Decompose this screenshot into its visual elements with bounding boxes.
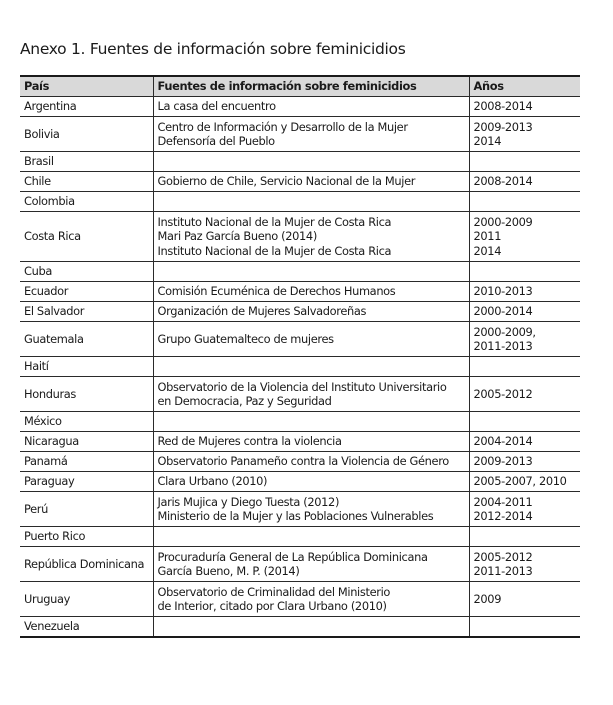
country-cell: México: [20, 412, 153, 432]
country-cell: Argentina: [20, 97, 153, 117]
source-line: Instituto Nacional de la Mujer de Costa Rica: [157, 243, 392, 258]
years-cell: [469, 582, 580, 617]
years-cell: [469, 617, 580, 638]
year-line: 2005-2012: [473, 386, 533, 401]
years-cell: [469, 152, 580, 172]
sources-cell: [153, 357, 469, 377]
source-line: Gobierno de Chile, Servicio Nacional de la Mujer: [157, 174, 416, 189]
years-cell: [469, 377, 580, 412]
country-cell: Haití: [20, 357, 153, 377]
sources-cell: [153, 582, 469, 617]
year-line: 2014: [473, 134, 502, 148]
country-cell: Brasil: [20, 152, 153, 172]
country-cell: Bolivia: [20, 117, 153, 152]
sources-cell: [153, 302, 469, 322]
header-years: Años: [469, 76, 580, 97]
years-cell: [469, 282, 580, 302]
years-cell: [469, 322, 580, 357]
source-line: Comisión Ecuménica de Derechos Humanos: [157, 284, 396, 299]
table-row: [20, 262, 580, 282]
table-header: [20, 76, 580, 97]
sources-cell: [153, 547, 469, 582]
source-line: Red de Mujeres contra la violencia: [157, 434, 342, 449]
table-row: [20, 172, 580, 192]
source-line: Ministerio de la Mujer y las Poblaciones Vulnerables: [157, 509, 434, 523]
year-line: 2008-2014: [473, 174, 533, 189]
table-row: [20, 432, 580, 452]
sources-cell: [153, 452, 469, 472]
country-cell: Venezuela: [20, 617, 153, 638]
source-line: Observatorio de Criminalidad del Ministerio: [157, 584, 391, 599]
year-line: 2004-2011: [473, 494, 533, 509]
sources-table: [20, 75, 580, 638]
year-line: 2000-2009,: [473, 324, 536, 339]
table-row: [20, 377, 580, 412]
country-cell: Perú: [20, 492, 153, 527]
header-country: País: [20, 76, 153, 97]
table-row: [20, 492, 580, 527]
table-row: [20, 527, 580, 547]
header-row: [20, 76, 580, 97]
source-line: Procuraduría General de La República Dominicana: [157, 549, 428, 564]
sources-cell: [153, 492, 469, 527]
sources-cell: [153, 617, 469, 638]
sources-cell: [153, 192, 469, 212]
year-line: 2004-2014: [473, 434, 533, 449]
years-cell: [469, 527, 580, 547]
source-line: de Interior, citado por Clara Urbano (2010): [157, 599, 387, 613]
header-sources: Fuentes de información sobre feminicidios: [153, 76, 469, 97]
source-line: Defensoría del Pueblo: [157, 134, 275, 148]
source-line: Grupo Guatemalteco de mujeres: [157, 331, 334, 346]
country-cell: Nicaragua: [20, 432, 153, 452]
year-line: 2009-2013: [473, 119, 533, 134]
table-row: [20, 547, 580, 582]
source-line: Observatorio de la Violencia del Instituto Universitario: [157, 379, 447, 394]
years-cell: [469, 117, 580, 152]
country-cell: Cuba: [20, 262, 153, 282]
source-line: Clara Urbano (2010): [157, 474, 268, 489]
source-line: Mari Paz García Bueno (2014): [157, 229, 317, 244]
year-line: 2000-2014: [473, 304, 533, 319]
years-cell: [469, 302, 580, 322]
country-cell: Ecuador: [20, 282, 153, 302]
country-cell: Puerto Rico: [20, 527, 153, 547]
year-line: 2011-2013: [473, 564, 533, 578]
year-line: 2009-2013: [473, 454, 533, 469]
source-line: Jaris Mujica y Diego Tuesta (2012): [157, 494, 340, 509]
table-row: [20, 152, 580, 172]
table-row: [20, 357, 580, 377]
year-line: 2011-2013: [473, 339, 533, 353]
table-row: [20, 117, 580, 152]
table-row: [20, 322, 580, 357]
years-cell: [469, 472, 580, 492]
source-line: en Democracia, Paz y Seguridad: [157, 394, 332, 408]
country-cell: El Salvador: [20, 302, 153, 322]
country-cell: Panamá: [20, 452, 153, 472]
table-row: [20, 617, 580, 638]
source-line: Centro de Información y Desarrollo de la Mujer: [157, 119, 408, 134]
table-row: [20, 282, 580, 302]
table-row: [20, 452, 580, 472]
sources-cell: [153, 472, 469, 492]
source-line: Instituto Nacional de la Mujer de Costa Rica: [157, 214, 392, 229]
table-row: [20, 472, 580, 492]
country-cell: República Dominicana: [20, 547, 153, 582]
years-cell: [469, 357, 580, 377]
year-line: 2008-2014: [473, 99, 533, 114]
sources-cell: [153, 117, 469, 152]
sources-cell: [153, 282, 469, 302]
source-line: Observatorio Panameño contra la Violencia de Género: [157, 454, 449, 469]
table-row: [20, 212, 580, 262]
year-line: 2011: [473, 229, 502, 244]
years-cell: [469, 192, 580, 212]
year-line: 2014: [473, 243, 502, 258]
table-row: [20, 302, 580, 322]
source-line: Organización de Mujeres Salvadoreñas: [157, 304, 367, 319]
sources-cell: [153, 527, 469, 547]
years-cell: [469, 492, 580, 527]
years-cell: [469, 547, 580, 582]
sources-cell: [153, 377, 469, 412]
table-row: [20, 192, 580, 212]
source-line: García Bueno, M. P. (2014): [157, 564, 300, 578]
year-line: 2009: [473, 591, 502, 606]
table-row: [20, 412, 580, 432]
year-line: 2010-2013: [473, 284, 533, 299]
country-cell: Uruguay: [20, 582, 153, 617]
year-line: 2012-2014: [473, 509, 533, 523]
years-cell: [469, 412, 580, 432]
country-cell: Colombia: [20, 192, 153, 212]
page-title: Anexo 1. Fuentes de información sobre feminicidios: [20, 40, 406, 58]
country-cell: Paraguay: [20, 472, 153, 492]
sources-cell: [153, 152, 469, 172]
country-cell: Costa Rica: [20, 212, 153, 262]
table-body: [20, 97, 580, 638]
year-line: 2005-2012: [473, 549, 533, 564]
years-cell: [469, 212, 580, 262]
years-cell: [469, 262, 580, 282]
years-cell: [469, 172, 580, 192]
sources-cell: [153, 97, 469, 117]
year-line: 2000-2009: [473, 214, 533, 229]
years-cell: [469, 432, 580, 452]
source-line: La casa del encuentro: [157, 99, 276, 114]
sources-cell: [153, 322, 469, 357]
country-cell: Chile: [20, 172, 153, 192]
country-cell: Honduras: [20, 377, 153, 412]
sources-cell: [153, 172, 469, 192]
sources-cell: [153, 432, 469, 452]
sources-cell: [153, 262, 469, 282]
table-row: [20, 97, 580, 117]
table-row: [20, 582, 580, 617]
sources-cell: [153, 412, 469, 432]
sources-cell: [153, 212, 469, 262]
years-cell: [469, 97, 580, 117]
years-cell: [469, 452, 580, 472]
country-cell: Guatemala: [20, 322, 153, 357]
year-line: 2005-2007, 2010: [473, 474, 567, 489]
